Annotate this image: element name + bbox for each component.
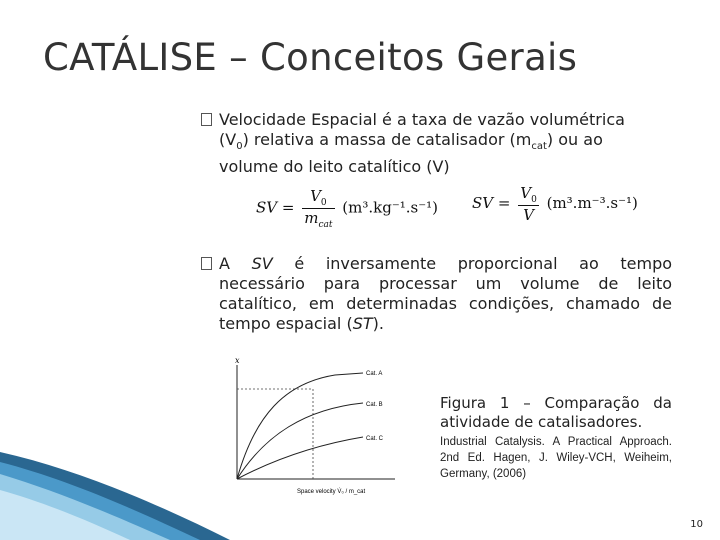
bullet-box-icon: [201, 113, 212, 126]
slide-title: CATÁLISE – Conceitos Gerais: [43, 36, 578, 79]
bullet2-line2: necessário para processar um volume de leito: [219, 274, 672, 293]
figure-caption: [440, 394, 672, 432]
bullet-box-icon: [201, 257, 212, 270]
y-axis-label: x: [235, 356, 240, 365]
reference-line1: Industrial Catalysis. A Practical Approach.: [440, 436, 672, 448]
bullet1-line3: volume do leito catalítico (V): [219, 157, 450, 177]
label-cat-b: Cat. B: [366, 402, 383, 408]
label-cat-c: Cat. C: [366, 436, 384, 442]
bullet2-line4: tempo espacial (ST).: [219, 314, 384, 333]
bullet2-line3: catalítico, em determinadas condições, chamado de: [219, 294, 672, 313]
bullet-velocidade-espacial: [219, 110, 625, 177]
bullet1-line2: $(V_0)$ relativa a massa de catalisador $(m_{cat})$ ou ao: [219, 130, 603, 153]
caption-line1: Figura 1 – Comparação da: [440, 394, 672, 412]
formula-sv-volume: SV = $\frac{V_0}{V}$ (m³.m⁻³.s⁻¹): [472, 184, 638, 224]
caption-line2: atividade de catalisadores.: [440, 413, 643, 431]
activity-figure: [225, 355, 405, 500]
bullet1-line1: Velocidade Espacial é a taxa de vazão volumétrica: [219, 110, 625, 129]
page-number: 10: [690, 519, 703, 530]
bullet2-line1: A SV é inversamente proporcional ao tempo: [219, 254, 673, 273]
label-cat-a: Cat. A: [366, 371, 383, 377]
formula-sv-mass: SV = $\frac{V_0}{m_{cat}}$ (m³.kg⁻¹.s⁻¹): [256, 187, 439, 230]
reference-line2: 2nd Ed. Hagen, J. Wiley-VCH, Weiheim,: [440, 452, 672, 464]
curve-cat-c: [237, 437, 363, 479]
bullet-sv-inverso: [219, 254, 672, 334]
curve-cat-a: [237, 373, 363, 479]
reference-line3: Germany, (2006): [440, 468, 527, 480]
figure-reference: [440, 434, 672, 482]
x-axis-label: Space velocity V̇₀ / m_cat: [297, 489, 366, 495]
